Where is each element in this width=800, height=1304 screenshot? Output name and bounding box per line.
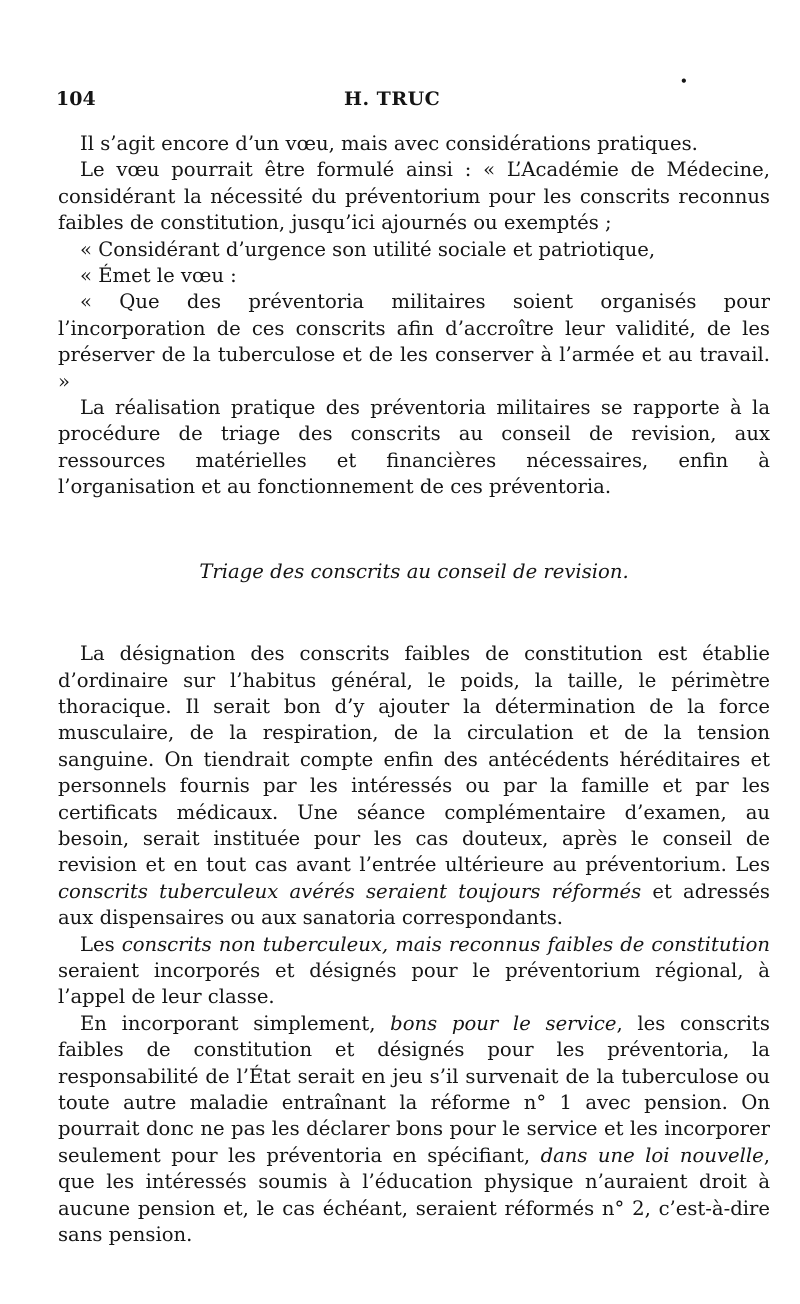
paragraph-3: « Considérant d’urgence son utilité sociale et patriotique, xyxy=(80,237,656,261)
paragraph-8-italic: conscrits non tuberculeux, mais reconnus faibles de constitution xyxy=(121,932,771,956)
paragraph-1: Il s’agit encore d’un vœu, mais avec considérations pratiques. xyxy=(80,132,698,155)
paragraph-9-italic-1: bons pour le service xyxy=(390,1011,617,1035)
paragraph-9-start: En incorporant simplement, xyxy=(80,1011,376,1035)
page-number: 104 xyxy=(56,88,96,110)
paragraph-9 xyxy=(58,1011,770,1249)
section-heading: Triage des conscrits au conseil de revision. xyxy=(199,559,629,583)
paragraph-7-text: La désignation des conscrits faibles de constitution est établie d’ordinaire sur l’habitus général, le poids, la taille, le périmètre thoracique. Il serait bon d’y ajouter la détermination de la force musculaire, de la respiration, de la circulation et de la tension sanguine. On tiendrait compte enfin des antécédents héréditaires et personnels fournis par les intéressés ou par la famille et par les certificats médicaux. Une séance complémentaire d’examen, au besoin, serait instituée pour les cas douteux, après le conseil de revision et en tout cas avant l’entrée ultérieure au préventorium. Les xyxy=(58,642,770,877)
paragraph-9-italic-2: dans une loi nouvelle xyxy=(540,1143,764,1167)
paragraph-8 xyxy=(58,932,770,1011)
paragraph-7-end: et adressés aux dispensaires ou aux sanatoria correspondants. xyxy=(58,879,770,930)
paragraph-8-end: seraient incorporés et désignés pour le préventorium régional, à l’appel de leur classe. xyxy=(58,958,770,1009)
paragraph-9-end: , que les intéressés soumis à l’éducation physique n’auraient droit à aucune pension et, le cas échéant, seraient réformés n° 2, c’est-à-dire sans pension. xyxy=(58,1143,770,1247)
paragraph-7 xyxy=(58,641,770,931)
paragraph-8-start: Les xyxy=(80,932,115,956)
running-head: H. TRUC xyxy=(344,88,441,110)
page-header xyxy=(56,74,770,116)
paragraph-7-italic: conscrits tuberculeux avérés seraient toujours réformés xyxy=(58,879,642,903)
paragraph-2: Le vœu pourrait être formulé ainsi : « L’Académie de Médecine, considérant la nécessité du préventorium pour les conscrits reconnus faibles de constitution, jusqu’ici ajournés ou exemptés ; xyxy=(58,158,770,235)
paragraph-9-mid: , les conscrits faibles de constitution et désignés pour les préventoria, la responsabilité de l’État serait en jeu s’il survenait de la tuberculose ou toute autre maladie entraînant la réforme n° 1 avec pension. On pourrait donc ne pas les déclarer bons pour le service et les incorporer seulement pour les préventoria en spécifiant, xyxy=(58,1011,770,1167)
paragraph-5: « Que des préventoria militaires soient organisés pour l’incorporation de ces conscrits afin d’accroître leur validité, de les préserver de la tuberculose et de les conserver à l’armée et au travail. » xyxy=(58,290,770,393)
page-body xyxy=(58,131,770,1248)
paragraph-6: La réalisation pratique des préventoria militaires se rapporte à la procédure de triage des conscrits au conseil de revision, aux ressources matérielles et financières nécessaires, enfin à l’organisation et au fonctionnement de ces préventoria. xyxy=(58,396,770,499)
print-speck: • xyxy=(680,74,688,88)
paragraph-4: « Émet le vœu : xyxy=(80,264,237,288)
